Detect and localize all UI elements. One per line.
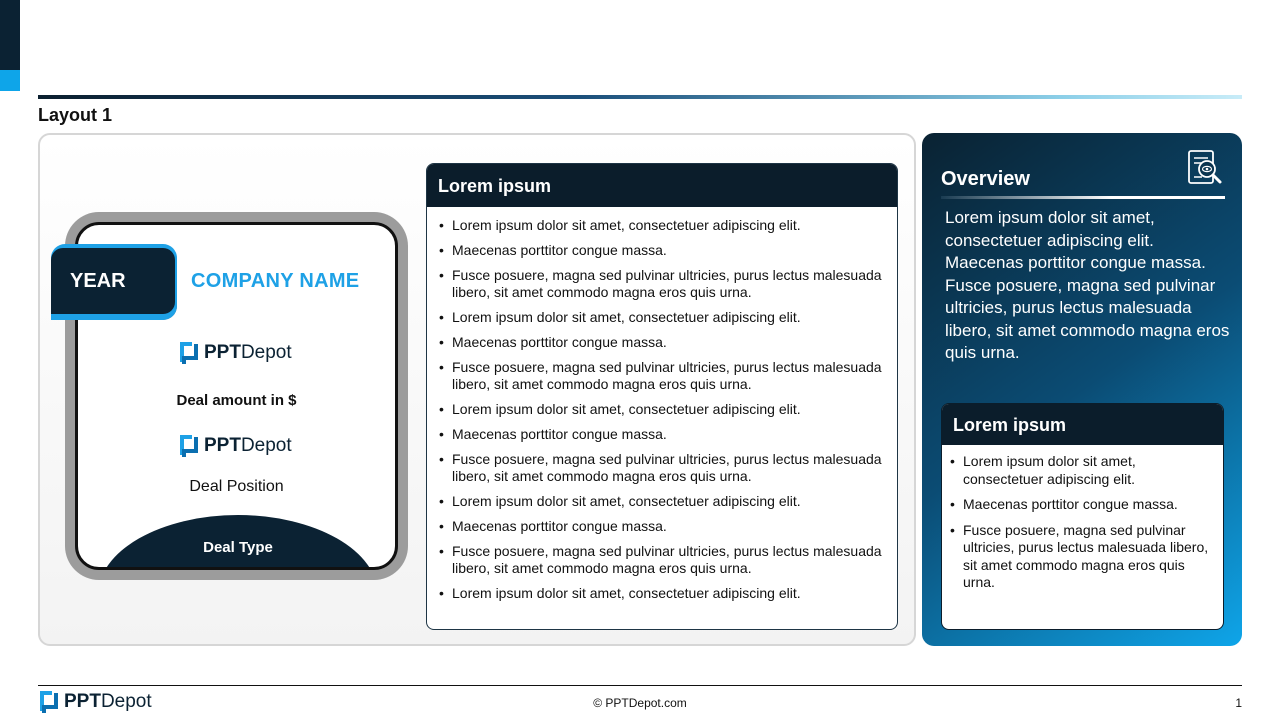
list-item: • Fusce posuere, magna sed pulvinar ultricies, purus lectus malesuada libero, sit amet commodo magna eros quis urna.	[439, 543, 887, 577]
list-item: • Lorem ipsum dolor sit amet, consectetuer adipiscing elit.	[439, 401, 887, 418]
overview-mini-panel	[941, 403, 1224, 630]
corner-accent-dark	[0, 0, 20, 70]
list-item: • Maecenas porttitor congue massa.	[439, 334, 887, 351]
pptdepot-logo-icon	[178, 340, 200, 366]
company-logo	[178, 433, 292, 459]
list-item: • Fusce posuere, magna sed pulvinar ultricies, purus lectus malesuada libero, sit amet commodo magna eros quis urna.	[439, 451, 887, 485]
deal-type-label: Deal Type	[203, 539, 273, 556]
list-item: • Fusce posuere, magna sed pulvinar ultricies, purus lectus malesuada libero, sit amet commodo magna eros quis urna.	[439, 267, 887, 301]
overview-panel	[922, 133, 1242, 646]
footer-divider	[38, 685, 1242, 686]
year-badge: YEAR	[51, 248, 175, 314]
list-item: • Maecenas porttitor congue massa.	[439, 426, 887, 443]
mini-panel-bullets	[942, 445, 1223, 592]
list-item: • Lorem ipsum dolor sit amet, consectetuer adipiscing elit.	[439, 309, 887, 326]
list-item: • Fusce posuere, magna sed pulvinar ultricies, purus lectus malesuada libero, sit amet commodo magna eros quis urna.	[950, 522, 1213, 592]
deal-position-label: Deal Position	[189, 478, 284, 495]
overview-divider	[941, 196, 1225, 199]
title-divider	[38, 95, 1242, 99]
list-item: • Maecenas porttitor congue massa.	[950, 496, 1213, 514]
list-item: • Fusce posuere, magna sed pulvinar ultricies, purus lectus malesuada libero, sit amet commodo magna eros quis urna.	[439, 359, 887, 393]
list-item: • Lorem ipsum dolor sit amet, consectetuer adipiscing elit.	[950, 453, 1213, 488]
logo-wordmark: PPTDepot	[64, 691, 152, 712]
deal-amount-label: Deal amount in $	[176, 392, 297, 409]
list-item: • Lorem ipsum dolor sit amet, consectetuer adipiscing elit.	[439, 585, 887, 602]
overview-text: Lorem ipsum dolor sit amet, consectetuer adipiscing elit. Maecenas porttitor congue massa. Fusce posuere, magna sed pulvinar ultricies, purus lectus malesuada libero, sit amet commodo magna eros quis urna.	[945, 208, 1230, 362]
list-item: • Lorem ipsum dolor sit amet, consectetuer adipiscing elit.	[439, 217, 887, 234]
document-search-icon	[1186, 149, 1226, 189]
logo-wordmark: PPTDepot	[204, 342, 292, 363]
slide-title: Layout 1	[38, 105, 113, 125]
lorem-list-panel	[426, 163, 898, 630]
list-item: • Maecenas porttitor congue massa.	[439, 518, 887, 535]
list-item: • Maecenas porttitor congue massa.	[439, 242, 887, 259]
corner-accent-blue	[0, 70, 20, 91]
page-number: 1	[1235, 696, 1242, 710]
list-panel-bullets	[427, 207, 897, 602]
footer-copyright: © PPTDepot.com	[593, 696, 687, 710]
company-name: COMPANY NAME	[191, 270, 360, 292]
overview-title: Overview	[941, 168, 1030, 190]
list-panel-title: Lorem ipsum	[427, 164, 897, 207]
pptdepot-logo-icon	[178, 433, 200, 459]
logo-wordmark: PPTDepot	[204, 435, 292, 456]
company-logo	[178, 340, 292, 366]
list-item: • Lorem ipsum dolor sit amet, consectetuer adipiscing elit.	[439, 493, 887, 510]
mini-panel-title: Lorem ipsum	[942, 404, 1223, 445]
